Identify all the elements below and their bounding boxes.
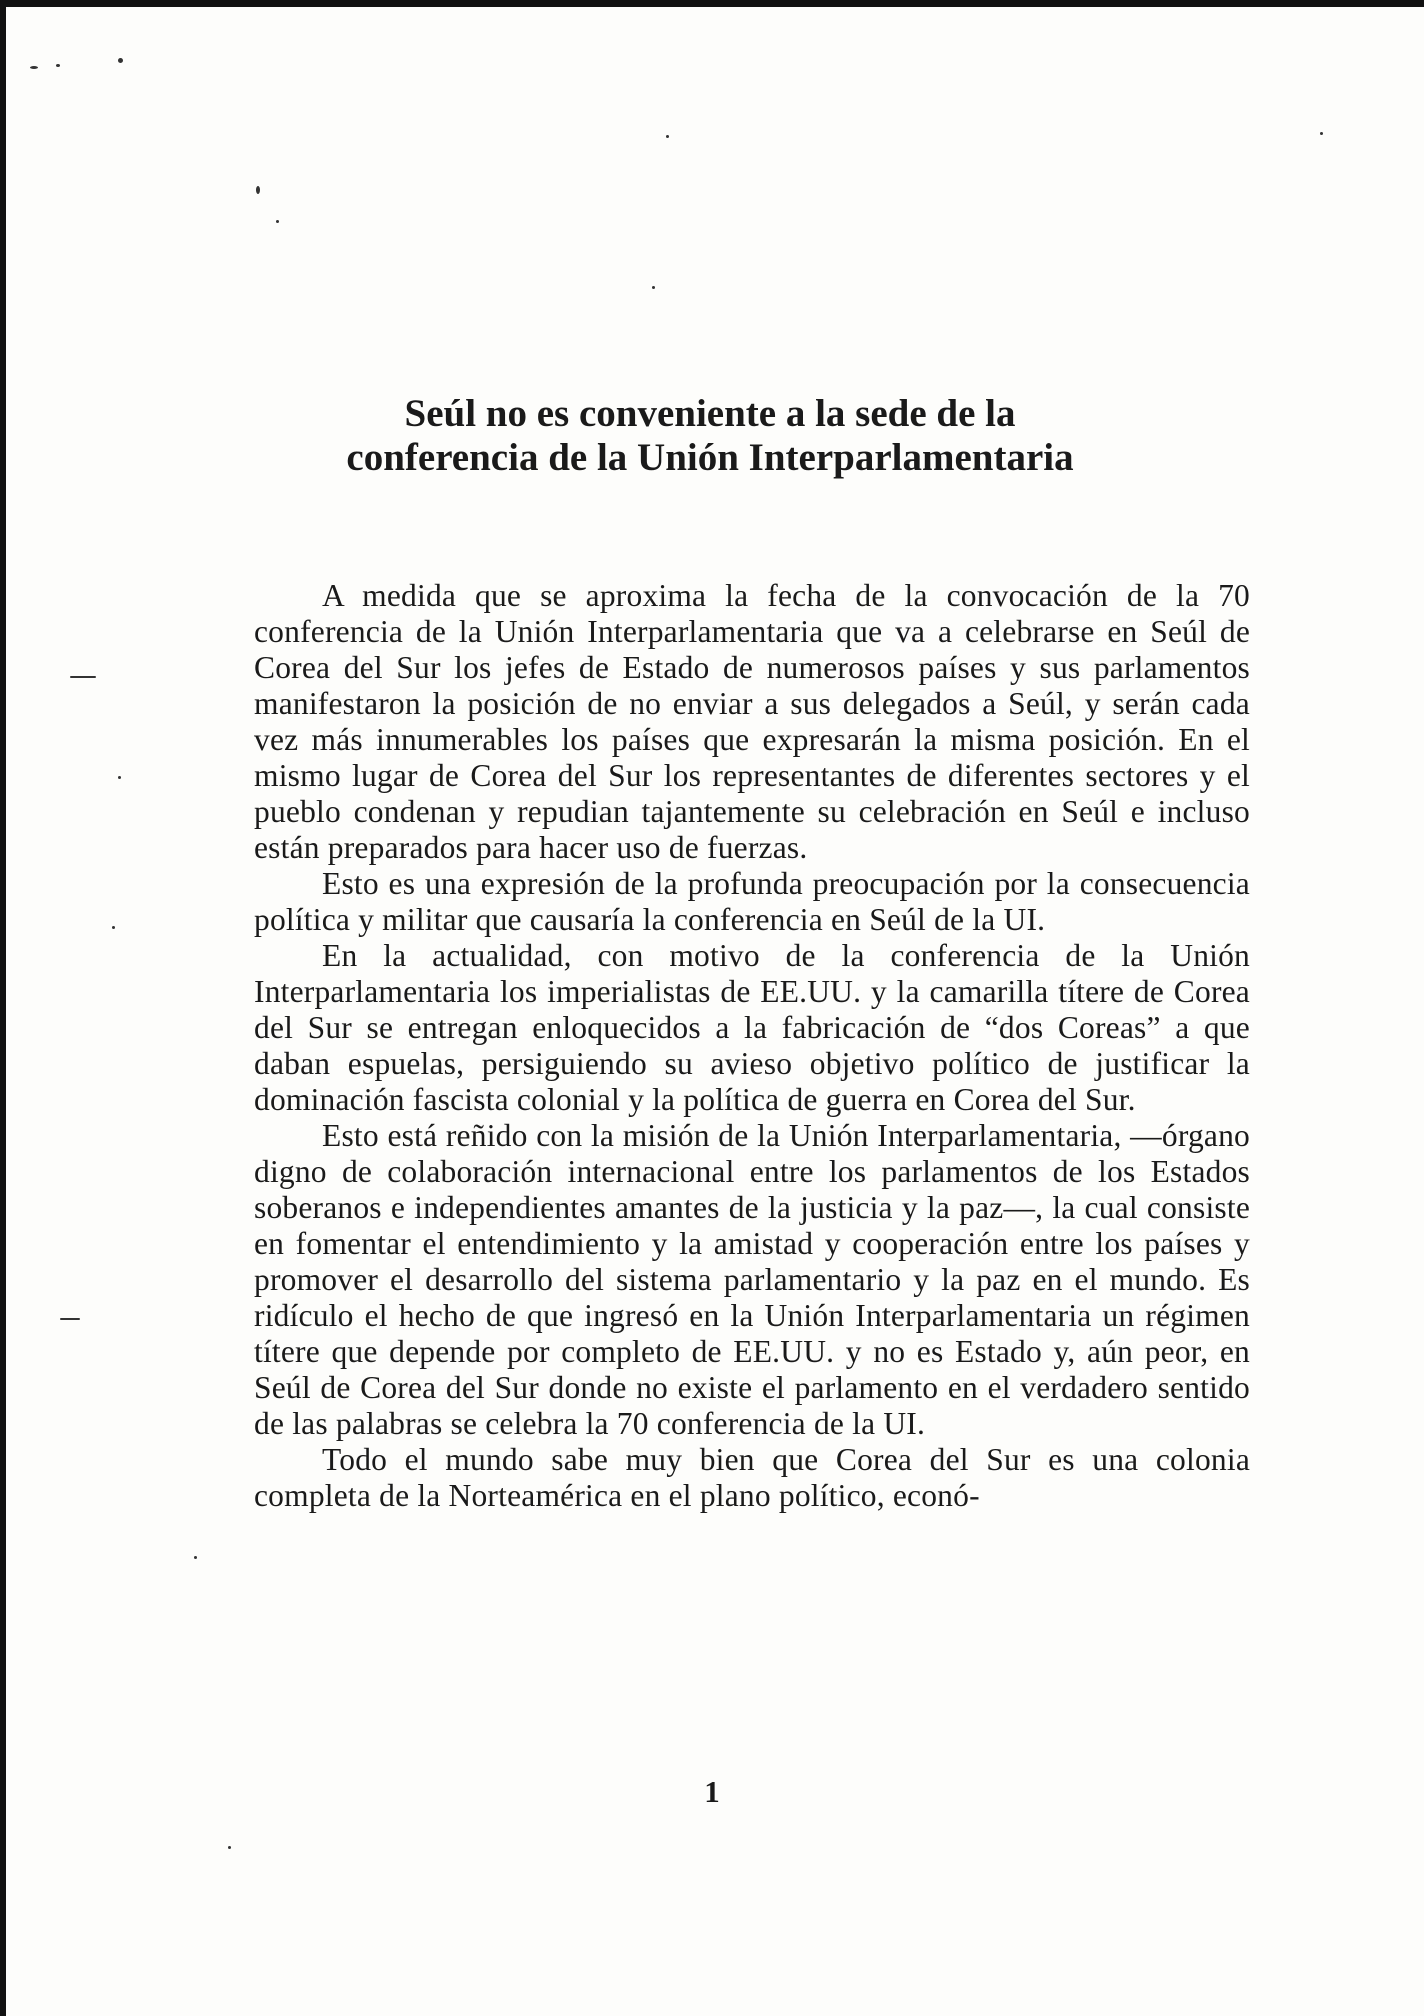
page-number: 1 xyxy=(704,1774,720,1809)
document-title-line-1: Seúl no es conveniente a la sede de la xyxy=(404,392,1016,435)
scan-speck xyxy=(112,926,115,929)
scan-speck xyxy=(118,776,121,779)
body-paragraph-2: Esto es una expresión de la profunda preocupación por la consecuencia política y militar que causaría la conferencia en Seúl de la UI. xyxy=(254,866,1250,937)
body-paragraph-3: En la actualidad, con motivo de la conferencia de la Unión Interparlamentaria los imperialistas de EE.UU. y la camarilla títere de Corea del Sur se entregan enloquecidos a la fabricación de “dos Coreas” a que daban espuelas, persiguiendo su avieso objetivo político de justificar la dominación fascista colonial y la política de guerra en Corea del Sur. xyxy=(254,938,1250,1117)
scan-speck xyxy=(1320,132,1323,135)
scan-speck xyxy=(276,220,279,223)
scan-speck xyxy=(194,1556,197,1559)
scan-speck xyxy=(56,64,60,67)
scan-speck xyxy=(228,1846,231,1849)
scan-speck xyxy=(118,58,123,63)
body-paragraph-4: Esto está reñido con la misión de la Unión Interparlamentaria, —órgano digno de colaboración internacional entre los parlamentos de los Estados soberanos e independientes amantes de la justicia y la paz—, la cual consiste en fomentar el entendimiento y la amistad y cooperación entre los países y promover el desarrollo del sistema parlamentario y la paz en el mundo. Es ridículo el hecho de que ingresó en la Unión Interparlamentaria un régimen títere que depende por completo de EE.UU. y no es Estado y, aún peor, en Seúl de Corea del Sur donde no existe el parlamento en el verdadero sentido de las palabras se celebra la 70 conferencia de la UI. xyxy=(254,1118,1250,1441)
scan-speck xyxy=(60,1318,80,1320)
scan-edge-left xyxy=(0,0,6,2016)
body-paragraph-5: Todo el mundo sabe muy bien que Corea del Sur es una colonia completa de la Norteamérica en el plano político, econó- xyxy=(254,1442,1250,1513)
scan-speck xyxy=(256,186,260,194)
scan-speck xyxy=(30,66,38,69)
scan-edge-top xyxy=(0,0,1424,7)
scan-speck xyxy=(652,286,655,289)
body-paragraph-1: A medida que se aproxima la fecha de la convocación de la 70 conferencia de la Unión Interparlamentaria que va a celebrarse en Seúl de Corea del Sur los jefes de Estado de numerosos países y sus parlamentos manifestaron la posición de no enviar a sus delegados a Seúl, y serán cada vez más innumerables los países que expresarán la misma posición. En el mismo lugar de Corea del Sur los representantes de diferentes sectores y el pueblo condenan y repudian tajantemente su celebración en Seúl e incluso están preparados para hacer uso de fuerzas. xyxy=(254,578,1250,865)
scan-speck xyxy=(70,676,96,678)
scan-speck xyxy=(666,135,669,138)
document-title-line-2: conferencia de la Unión Interparlamentaria xyxy=(346,436,1074,479)
document-title xyxy=(250,392,1170,480)
document-body xyxy=(254,578,1250,1514)
